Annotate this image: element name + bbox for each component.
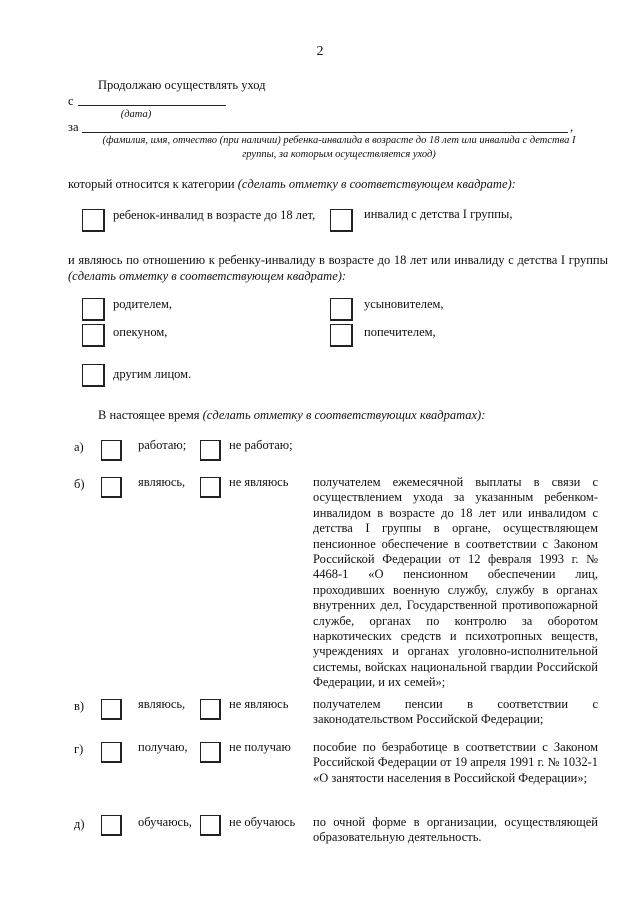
status-v-yes-label: являюсь,	[138, 697, 186, 711]
relation-adoptive-label: усыновителем,	[364, 297, 444, 311]
status-a-letter: а)	[74, 440, 84, 454]
status-g-no-checkbox[interactable]	[200, 742, 221, 763]
relation-guardian-checkbox[interactable]	[82, 324, 105, 347]
category-disabled-adult-checkbox[interactable]	[330, 209, 353, 232]
status-a-no-label: не работаю;	[229, 438, 293, 452]
status-d-no-label: не обучаюсь	[229, 815, 296, 829]
status-v-no-label: не являюсь	[229, 697, 289, 711]
status-v-letter: в)	[74, 699, 85, 713]
status-g-yes-checkbox[interactable]	[101, 742, 122, 763]
status-a-yes-label: работаю;	[138, 438, 187, 452]
relation-parent-checkbox[interactable]	[82, 298, 105, 321]
status-g-letter: г)	[74, 742, 84, 756]
relation-trustee-checkbox[interactable]	[330, 324, 353, 347]
status-a-no-checkbox[interactable]	[200, 440, 221, 461]
category-intro: который относится к категории (сделать отметку в соответствующем квадрате):	[68, 177, 516, 191]
status-d-yes-checkbox[interactable]	[101, 815, 122, 836]
status-b-letter: б)	[74, 477, 85, 491]
category-disabled-adult-label: инвалид с детства I группы,	[364, 207, 513, 221]
status-g-no-label: не получаю	[229, 740, 291, 754]
status-d-text: по очной форме в организации, осуществляющей образовательную деятельность.	[313, 815, 598, 845]
relation-guardian-label: опекуном,	[113, 325, 168, 339]
category-child-label: ребенок-инвалид в возрасте до 18 лет,	[113, 208, 316, 222]
person-name-field[interactable]	[82, 132, 568, 133]
relation-adoptive-checkbox[interactable]	[330, 298, 353, 321]
status-b-no-checkbox[interactable]	[200, 477, 221, 498]
status-g-yes-label: получаю,	[138, 740, 188, 754]
status-intro: В настоящее время (сделать отметку в соответствующих квадратах):	[98, 408, 486, 422]
status-d-letter: д)	[74, 817, 85, 831]
status-b-text: получателем ежемесячной выплаты в связи с осуществлением ухода за указанным ребенком-инвалидом в возрасте до 18 лет или инвалидом с детства I группы в органе, осуществляющем пенсионное обеспечение в соответствии с Законом Российской Федерации от 12 февраля 1993 г. № 4468-1 «О пенсионном обеспечении лиц, проходивших военную службу, службу в органах внутренних дел, Государственной противопожарной службе, органах по контролю за оборотом наркотических средств и психотропных веществ, учреждениях и органах уголовно-исполнительной системы, войсках национальной гвардии Российской Федерации, и их семей»;	[313, 475, 598, 690]
status-g-text: пособие по безработице в соответствии с Законом Российской Федерации от 19 апреля 1991 г. № 1032-1 «О занятости населения в Российской Федерации»;	[313, 740, 598, 785]
status-d-yes-label: обучаюсь,	[138, 815, 192, 829]
status-v-yes-checkbox[interactable]	[101, 699, 122, 720]
status-d-no-checkbox[interactable]	[200, 815, 221, 836]
status-v-text: получателем пенсии в соответствии с законодательством Российской Федерации;	[313, 697, 598, 727]
category-child-checkbox[interactable]	[82, 209, 105, 232]
relation-intro: и являюсь по отношению к ребенку-инвалиду в возрасте до 18 лет или инвалиду с детства I группы (сделать отметку в соответствующем квадрате):	[68, 253, 608, 283]
status-b-yes-label: являюсь,	[138, 475, 186, 489]
relation-other-checkbox[interactable]	[82, 364, 105, 387]
page-number: 2	[316, 44, 324, 59]
person-comma: ,	[570, 120, 574, 134]
date-field[interactable]	[78, 105, 226, 106]
continue-care-heading: Продолжаю осуществлять уход	[98, 78, 266, 92]
date-prefix: с	[68, 94, 74, 108]
status-b-yes-checkbox[interactable]	[101, 477, 122, 498]
status-v-no-checkbox[interactable]	[200, 699, 221, 720]
relation-other-label: другим лицом.	[113, 367, 192, 381]
person-prefix: за	[68, 120, 79, 134]
relation-parent-label: родителем,	[113, 297, 173, 311]
relation-trustee-label: попечителем,	[364, 325, 436, 339]
date-hint: (дата)	[120, 109, 152, 120]
status-a-yes-checkbox[interactable]	[101, 440, 122, 461]
person-hint: (фамилия, имя, отчество (при наличии) ребенка-инвалида в возрасте до 18 лет или инвалида с детства I группы, за которым осуществляется уход)	[102, 135, 576, 160]
status-b-no-label: не являюсь	[229, 475, 289, 489]
